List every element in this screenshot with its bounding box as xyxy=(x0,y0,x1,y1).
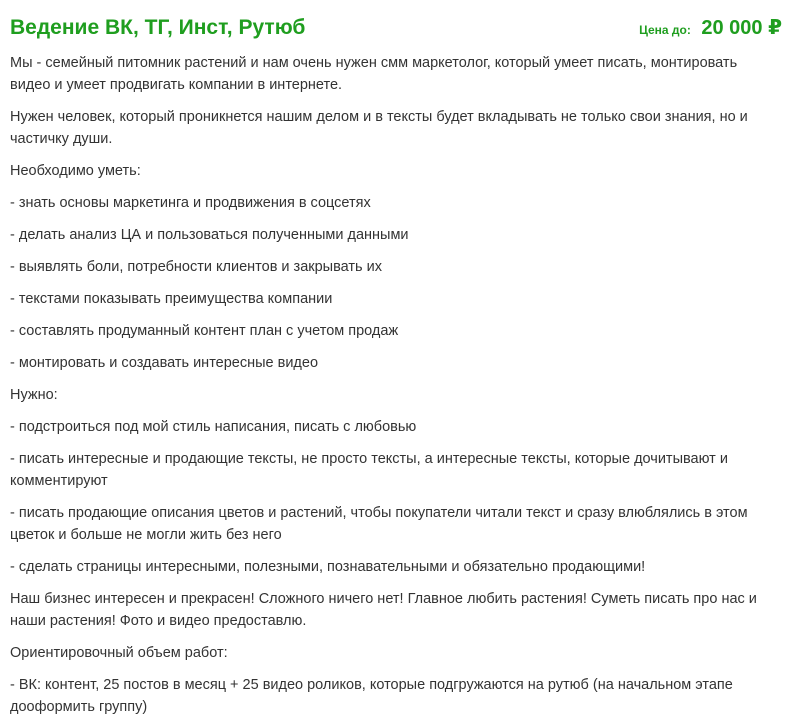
job-description xyxy=(10,52,780,728)
price-block xyxy=(639,12,782,46)
needs-heading: Нужно: xyxy=(10,387,58,403)
list-item: - писать продающие описания цветов и растений, чтобы покупатели читали текст и сразу влюблялись в этом цветок и больше не могли жить без него xyxy=(10,505,748,543)
list-item: - знать основы маркетинга и продвижения в соцсетях xyxy=(10,195,371,211)
job-title[interactable]: Ведение ВК, ТГ, Инст, Рутюб xyxy=(10,16,306,39)
list-item: - сделать страницы интересными, полезными, познавательными и обязательно продающими! xyxy=(10,559,646,575)
list-item: - писать интересные и продающие тексты, не просто тексты, а интересные тексты, которые дочитывают и комментируют xyxy=(10,451,728,489)
list-item: - составлять продуманный контент план с учетом продаж xyxy=(10,323,399,339)
job-header xyxy=(10,12,782,44)
list-item: - выявлять боли, потребности клиентов и закрывать их xyxy=(10,259,382,275)
scope-heading: Ориентировочный объем работ: xyxy=(10,645,228,661)
description-paragraph: Мы - семейный питомник растений и нам очень нужен смм маркетолог, который умеет писать, монтировать видео и умеет продвигать компании в интернете. xyxy=(10,55,738,93)
requirements-heading: Необходимо уметь: xyxy=(10,163,141,179)
list-item: - ВК: контент, 25 постов в месяц + 25 видео роликов, которые подгружаются на рутюб (на начальном этапе дооформить группу) xyxy=(10,677,733,715)
description-paragraph: Наш бизнес интересен и прекрасен! Сложного ничего нет! Главное любить растения! Суметь писать про нас и наши растения! Фото и видео предоставлю. xyxy=(10,591,757,629)
price-label: Цена до: xyxy=(639,23,691,37)
price-value: 20 000 ₽ xyxy=(701,17,782,39)
description-paragraph: Нужен человек, который проникнется нашим делом и в тексты будет вкладывать не только свои знания, но и частичку души. xyxy=(10,109,748,147)
list-item: - монтировать и создавать интересные видео xyxy=(10,355,319,371)
list-item: - подстроиться под мой стиль написания, писать с любовью xyxy=(10,419,417,435)
list-item: - делать анализ ЦА и пользоваться полученными данными xyxy=(10,227,409,243)
list-item: - текстами показывать преимущества компании xyxy=(10,291,333,307)
